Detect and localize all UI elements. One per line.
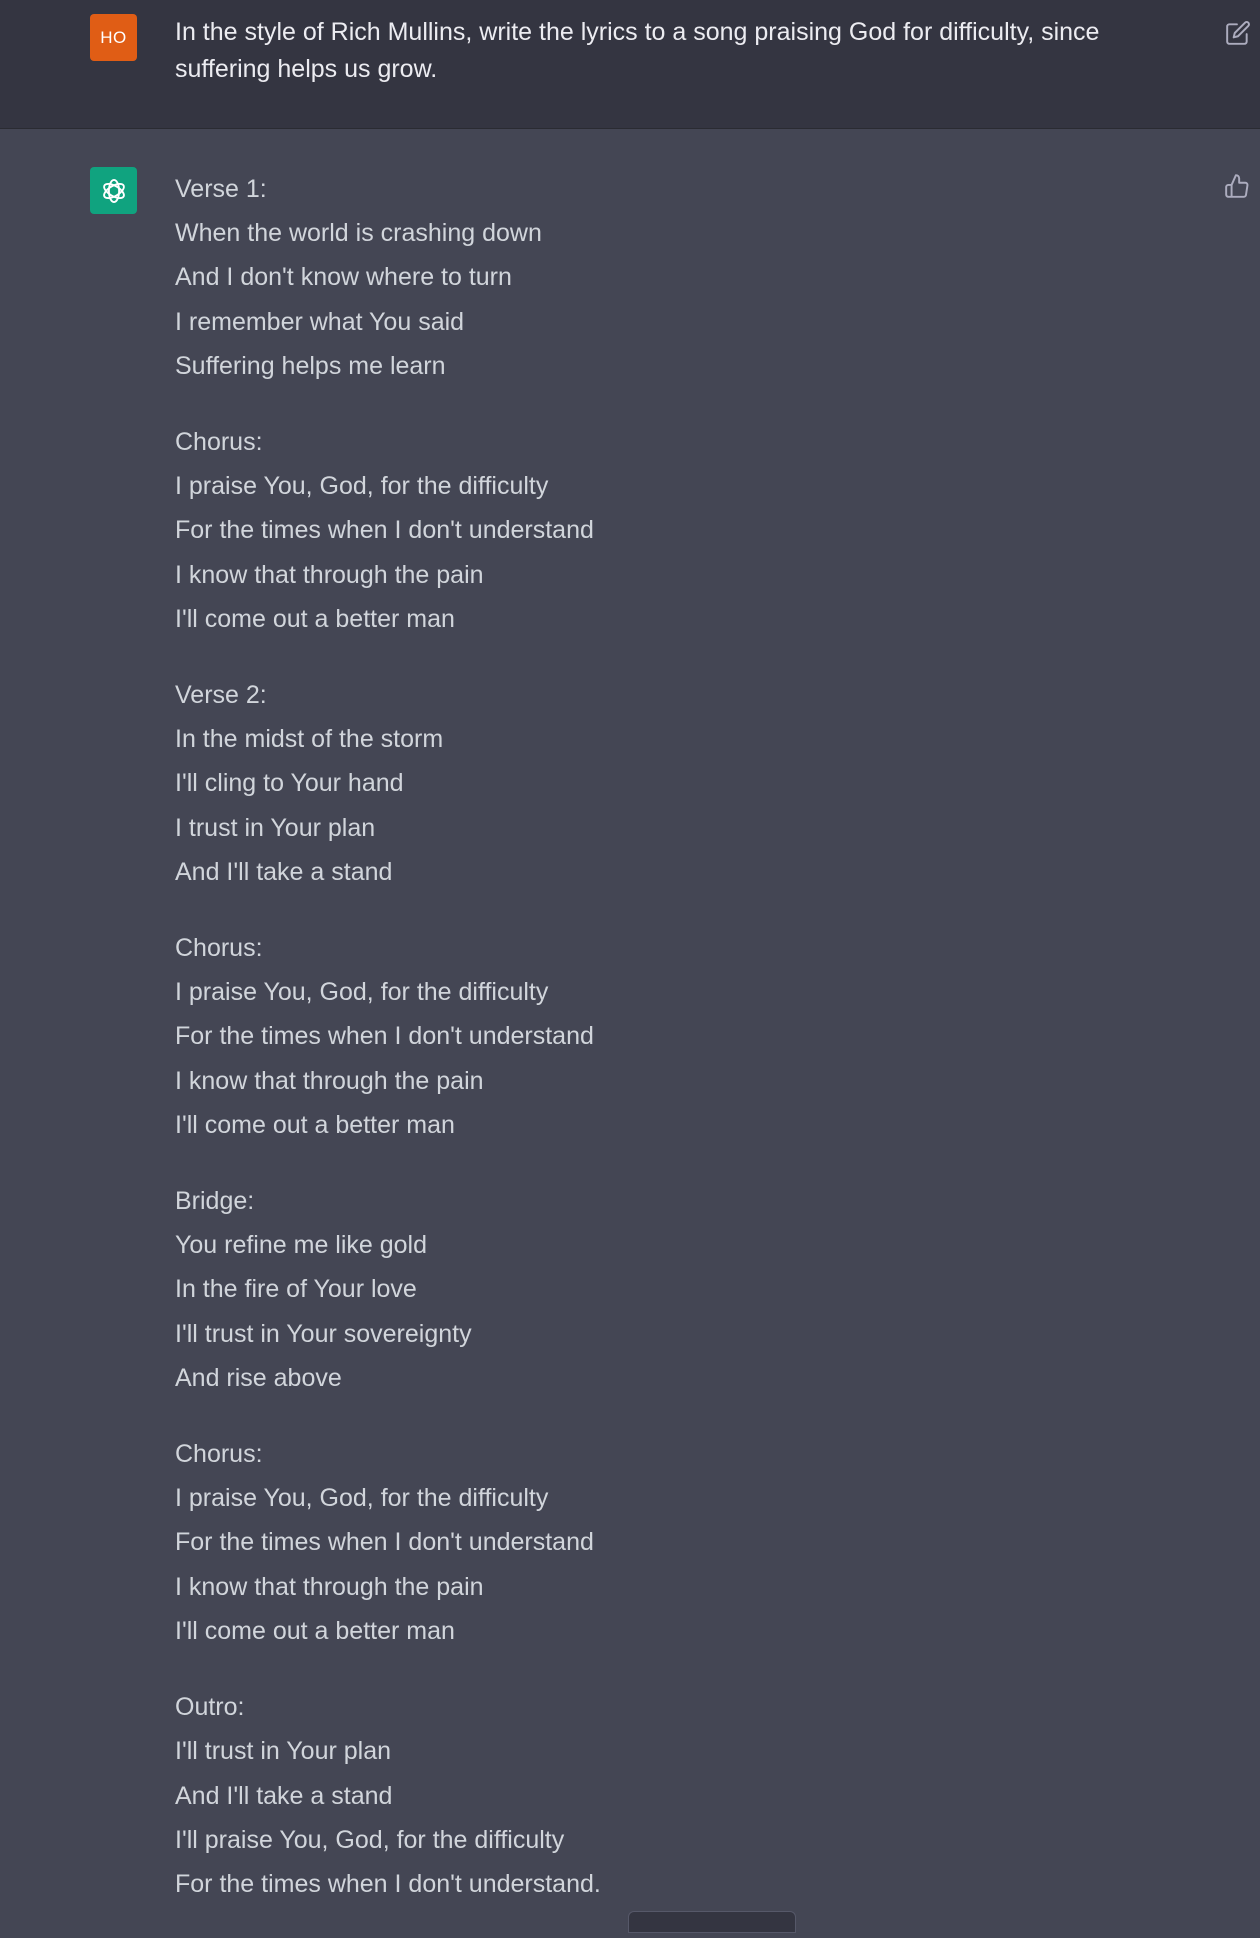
edit-icon <box>1225 20 1251 46</box>
thumbs-up-button[interactable] <box>1222 171 1252 201</box>
lyric-line: I know that through the pain <box>175 1066 484 1095</box>
stanza-verse-1 <box>175 167 1175 388</box>
lyric-line: When the world is crashing down <box>175 219 542 248</box>
stanza-heading: Verse 1: <box>175 175 267 203</box>
stanza-heading: Chorus: <box>175 934 263 963</box>
stanza-heading: Bridge: <box>175 1187 255 1216</box>
lyric-line: I'll praise You, God, for the difficulty <box>175 1825 565 1854</box>
user-prompt-text: In the style of Rich Mullins, write the lyrics to a song praising God for difficulty, since suffering helps us grow. <box>175 18 1100 83</box>
lyric-line: And I don't know where to turn <box>175 263 512 292</box>
lyric-line: I'll trust in Your sovereignty <box>175 1319 472 1348</box>
assistant-response <box>175 167 1175 1938</box>
stanza-chorus-2 <box>175 926 1175 1147</box>
stanza-outro <box>175 1685 1175 1906</box>
assistant-avatar <box>90 167 137 214</box>
lyric-line: I trust in Your plan <box>175 813 376 842</box>
lyric-line: Suffering helps me learn <box>175 351 446 380</box>
lyric-line: I praise You, God, for the difficulty <box>175 978 549 1007</box>
lyric-line: I'll come out a better man <box>175 604 455 633</box>
lyric-line: I'll cling to Your hand <box>175 769 404 798</box>
lyric-line: I know that through the pain <box>175 1572 484 1601</box>
stanza-heading: Chorus: <box>175 1440 263 1469</box>
lyric-line: In the midst of the storm <box>175 725 444 754</box>
lyric-line: I'll come out a better man <box>175 1110 455 1139</box>
user-message-row <box>0 0 1260 129</box>
openai-logo-icon <box>97 174 131 208</box>
lyric-line: I remember what You said <box>175 307 465 336</box>
lyric-line: And rise above <box>175 1363 342 1392</box>
stanza-chorus-1 <box>175 420 1175 641</box>
assistant-message-row <box>0 129 1260 1924</box>
stanza-heading: Verse 2: <box>175 681 267 710</box>
lyric-line: And I'll take a stand <box>175 1781 393 1810</box>
lyric-line: And I'll take a stand <box>175 857 393 886</box>
lyric-line: I'll come out a better man <box>175 1616 455 1645</box>
lyric-line: I praise You, God, for the difficulty <box>175 1484 549 1513</box>
lyric-line: For the times when I don't understand <box>175 1022 594 1051</box>
lyric-line: You refine me like gold <box>175 1231 428 1260</box>
stanza-heading: Chorus: <box>175 428 263 457</box>
scroll-to-bottom-tab[interactable] <box>628 1911 796 1933</box>
stanza-heading: Outro: <box>175 1693 245 1722</box>
user-avatar-initials: HO <box>100 27 127 47</box>
lyric-line: I praise You, God, for the difficulty <box>175 472 549 501</box>
lyric-line: For the times when I don't understand <box>175 516 594 545</box>
lyric-line: For the times when I don't understand <box>175 1528 594 1557</box>
stanza-verse-2 <box>175 673 1175 894</box>
lyric-line: For the times when I don't understand. <box>175 1869 601 1898</box>
thumbs-up-icon <box>1224 173 1250 199</box>
lyric-line: I know that through the pain <box>175 560 484 589</box>
stanza-bridge <box>175 1179 1175 1400</box>
user-avatar <box>90 14 137 61</box>
lyric-line: In the fire of Your love <box>175 1275 417 1304</box>
edit-message-button[interactable] <box>1224 19 1252 47</box>
stanza-chorus-3 <box>175 1432 1175 1653</box>
lyric-line: I'll trust in Your plan <box>175 1737 392 1766</box>
